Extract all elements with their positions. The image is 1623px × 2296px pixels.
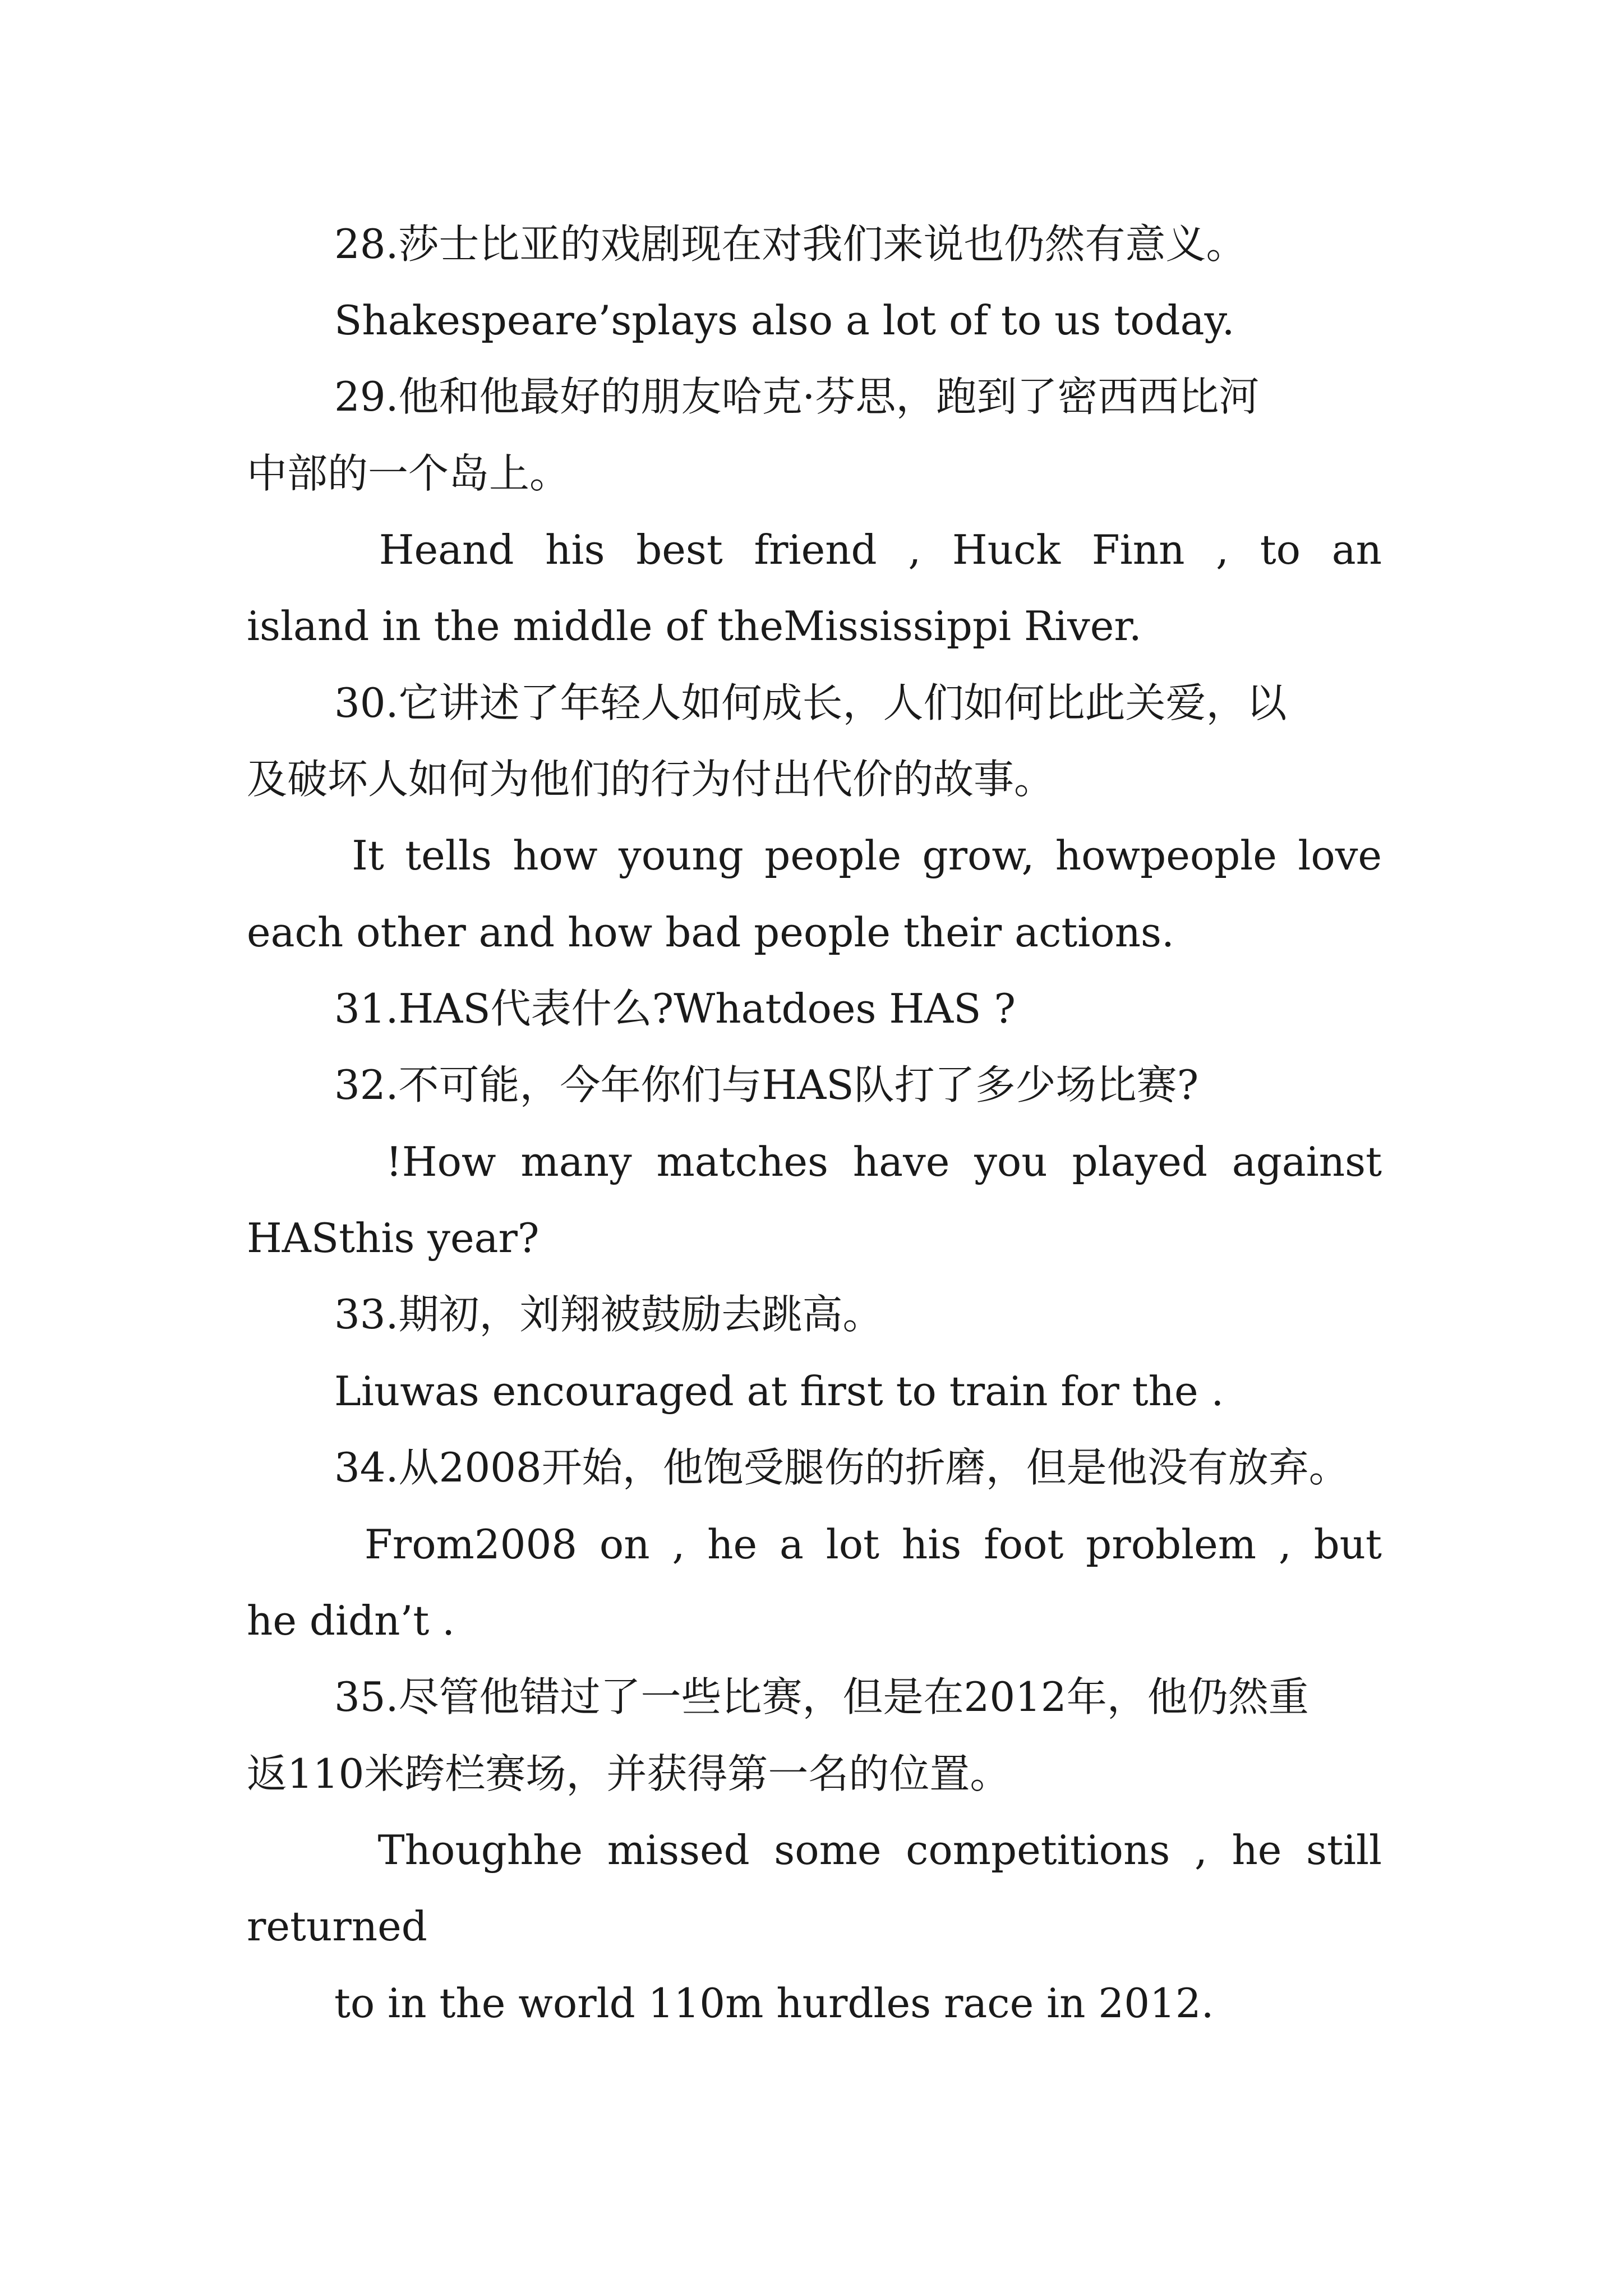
sentence-33-chinese: 33.期初，刘翔被鼓励去跳高。 <box>334 1291 883 1338</box>
sentence-29-english-cont: island in the middle of theMississippi River. <box>247 602 1142 650</box>
sentence-35-english-cont: returned <box>247 1903 427 1950</box>
sentence-34-english-cont: he didn’t . <box>247 1597 455 1644</box>
sentence-29-chinese: 29.他和他最好的朋友哈克·芬思，跑到了密西西比河 <box>334 373 1260 420</box>
sentence-30-chinese-cont: 及破坏人如何为他们的行为付出代价的故事。 <box>247 756 1055 803</box>
sentence-35-chinese-cont: 返110米跨栏赛场，并获得第一名的位置。 <box>247 1750 1011 1797</box>
sentence-35-english-end: to in the world 110m hurdles race in 2012. <box>334 1980 1214 2027</box>
sentence-33-english: Liuwas encouraged at first to train for the . <box>334 1368 1224 1415</box>
sentence-32-english-cont: HASthis year? <box>247 1214 540 1262</box>
sentence-30-english-cont: each other and how bad people their actions. <box>247 909 1174 956</box>
sentence-29-english: Heand his best friend , Huck Finn , to an <box>348 526 1382 573</box>
sentence-30-chinese: 30.它讲述了年轻人如何成长，人们如何比此关爱，以 <box>334 679 1287 726</box>
sentence-34-chinese: 34.从2008开始，他饱受腿伤的折磨，但是他没有放弃。 <box>334 1444 1349 1491</box>
sentence-31: 31.HAS代表什么?Whatdoes HAS ? <box>334 985 1016 1032</box>
sentence-32-english: !How many matches have you played against <box>361 1138 1382 1185</box>
sentence-32-chinese: 32.不可能，今年你们与HAS队打了多少场比赛? <box>334 1061 1199 1108</box>
sentence-28-chinese: 28.莎士比亚的戏剧现在对我们来说也仍然有意义。 <box>334 220 1247 268</box>
sentence-30-english: It tells how young people grow, howpeople love <box>331 832 1382 879</box>
sentence-29-chinese-cont: 中部的一个岛上。 <box>247 450 570 497</box>
sentence-34-english: From2008 on , he a lot his foot problem , but <box>342 1521 1382 1568</box>
sentence-28-english: Shakespeare’splays also a lot of to us today. <box>334 297 1235 344</box>
sentence-35-english: Thoughhe missed some competitions , he still <box>353 1826 1382 1874</box>
sentence-35-chinese: 35.尽管他错过了一些比赛，但是在2012年，他仍然重 <box>334 1673 1309 1720</box>
